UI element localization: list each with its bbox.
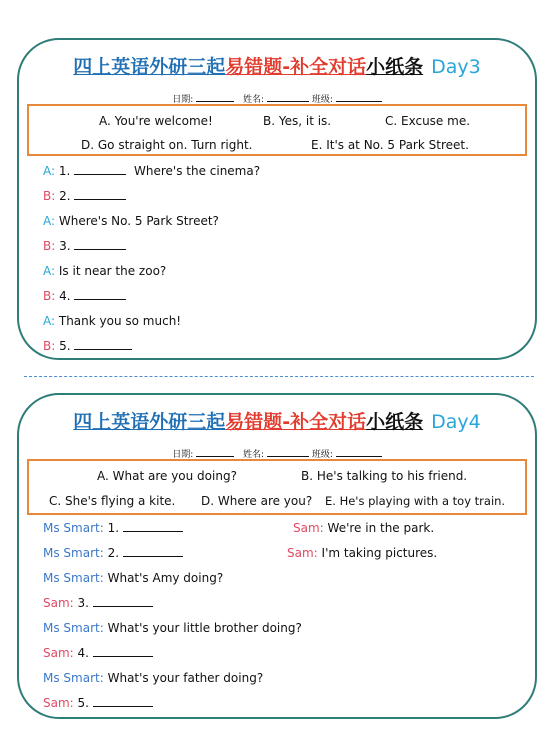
dialogue-line: A: 1. Where's the cinema? — [43, 164, 261, 178]
speaker-label: Ms Smart: — [43, 521, 104, 535]
answer-blank[interactable] — [123, 556, 183, 557]
answer-blank[interactable] — [93, 706, 153, 707]
dialogue-line: Ms Smart: 2. — [43, 546, 183, 560]
option-c: C. Excuse me. — [385, 114, 471, 128]
class-label: 班级: — [311, 450, 333, 460]
options-box — [27, 459, 527, 515]
dialogue-line: B: 3. — [43, 239, 126, 253]
option-e: E. He's playing with a toy train. — [325, 494, 506, 508]
name-blank[interactable] — [267, 456, 309, 457]
answer-blank[interactable] — [74, 199, 126, 200]
speaker-label: Sam: — [43, 596, 74, 610]
speaker-label: B: — [43, 239, 56, 253]
speaker-label: Ms Smart: — [43, 546, 104, 560]
speaker-label: B: — [43, 189, 56, 203]
worksheet-title: 四上英语外研三起易错题-补全对话小纸条 Day4 — [73, 411, 481, 433]
speaker-label: B: — [43, 339, 56, 353]
cut-line-divider — [24, 376, 534, 377]
name-label: 姓名: — [243, 95, 265, 105]
answer-blank[interactable] — [93, 606, 153, 607]
dialogue-line: Sam: 3. — [43, 596, 153, 610]
speaker-label: Sam: — [287, 546, 318, 560]
answer-blank[interactable] — [93, 656, 153, 657]
dialogue-line: Ms Smart: What's your little brother doing? — [43, 621, 302, 635]
speaker-label: A: — [43, 314, 56, 328]
dialogue-line: Ms Smart: What's your father doing? — [43, 671, 264, 685]
dialogue-line: B: 4. — [43, 289, 126, 303]
class-label: 班级: — [311, 95, 333, 105]
option-a: A. What are you doing? — [97, 469, 237, 483]
dialogue-line: A: Where's No. 5 Park Street? — [43, 214, 219, 228]
speaker-label: A: — [43, 214, 56, 228]
dialogue-line: A: Thank you so much! — [43, 314, 182, 328]
class-blank[interactable] — [336, 456, 382, 457]
worksheet-title: 四上英语外研三起易错题-补全对话小纸条 Day3 — [73, 56, 481, 78]
speaker-label: Sam: — [43, 646, 74, 660]
dialogue-line: B: 2. — [43, 189, 126, 203]
date-label: 日期: — [172, 450, 194, 460]
answer-blank[interactable] — [123, 531, 183, 532]
class-blank[interactable] — [336, 101, 382, 102]
day-label: Day3 — [431, 56, 481, 78]
dialogue-line: Sam: We're in the park. — [293, 521, 435, 535]
speaker-label: Sam: — [43, 696, 74, 710]
option-c: C. She's flying a kite. — [49, 494, 176, 508]
dialogue-line: Ms Smart: 1. — [43, 521, 183, 535]
dialogue-line: Sam: I'm taking pictures. — [287, 546, 438, 560]
worksheet-card-day3 — [17, 38, 537, 360]
answer-blank[interactable] — [74, 349, 132, 350]
worksheet-card-day4 — [17, 393, 537, 719]
speaker-label: Ms Smart: — [43, 571, 104, 585]
answer-blank[interactable] — [74, 174, 126, 175]
option-a: A. You're welcome! — [99, 114, 213, 128]
option-e: E. It's at No. 5 Park Street. — [311, 138, 469, 152]
answer-blank[interactable] — [74, 249, 126, 250]
option-d: D. Go straight on. Turn right. — [81, 138, 253, 152]
answer-blank[interactable] — [74, 299, 126, 300]
speaker-label: A: — [43, 264, 56, 278]
date-blank[interactable] — [196, 101, 234, 102]
date-blank[interactable] — [196, 456, 234, 457]
speaker-label: Ms Smart: — [43, 621, 104, 635]
speaker-label: Sam: — [293, 521, 324, 535]
option-b: B. Yes, it is. — [263, 114, 332, 128]
date-label: 日期: — [172, 95, 194, 105]
dialogue-line: A: Is it near the zoo? — [43, 264, 167, 278]
dialogue-line: B: 5. — [43, 339, 132, 353]
dialogue-line: Sam: 5. — [43, 696, 153, 710]
option-d: D. Where are you? — [201, 494, 313, 508]
dialogue-line: Sam: 4. — [43, 646, 153, 660]
speaker-label: Ms Smart: — [43, 671, 104, 685]
speaker-label: B: — [43, 289, 56, 303]
name-blank[interactable] — [267, 101, 309, 102]
options-box — [27, 104, 527, 156]
dialogue-line: Ms Smart: What's Amy doing? — [43, 571, 224, 585]
name-label: 姓名: — [243, 450, 265, 460]
speaker-label: A: — [43, 164, 56, 178]
option-b: B. He's talking to his friend. — [301, 469, 468, 483]
day-label: Day4 — [431, 411, 481, 433]
